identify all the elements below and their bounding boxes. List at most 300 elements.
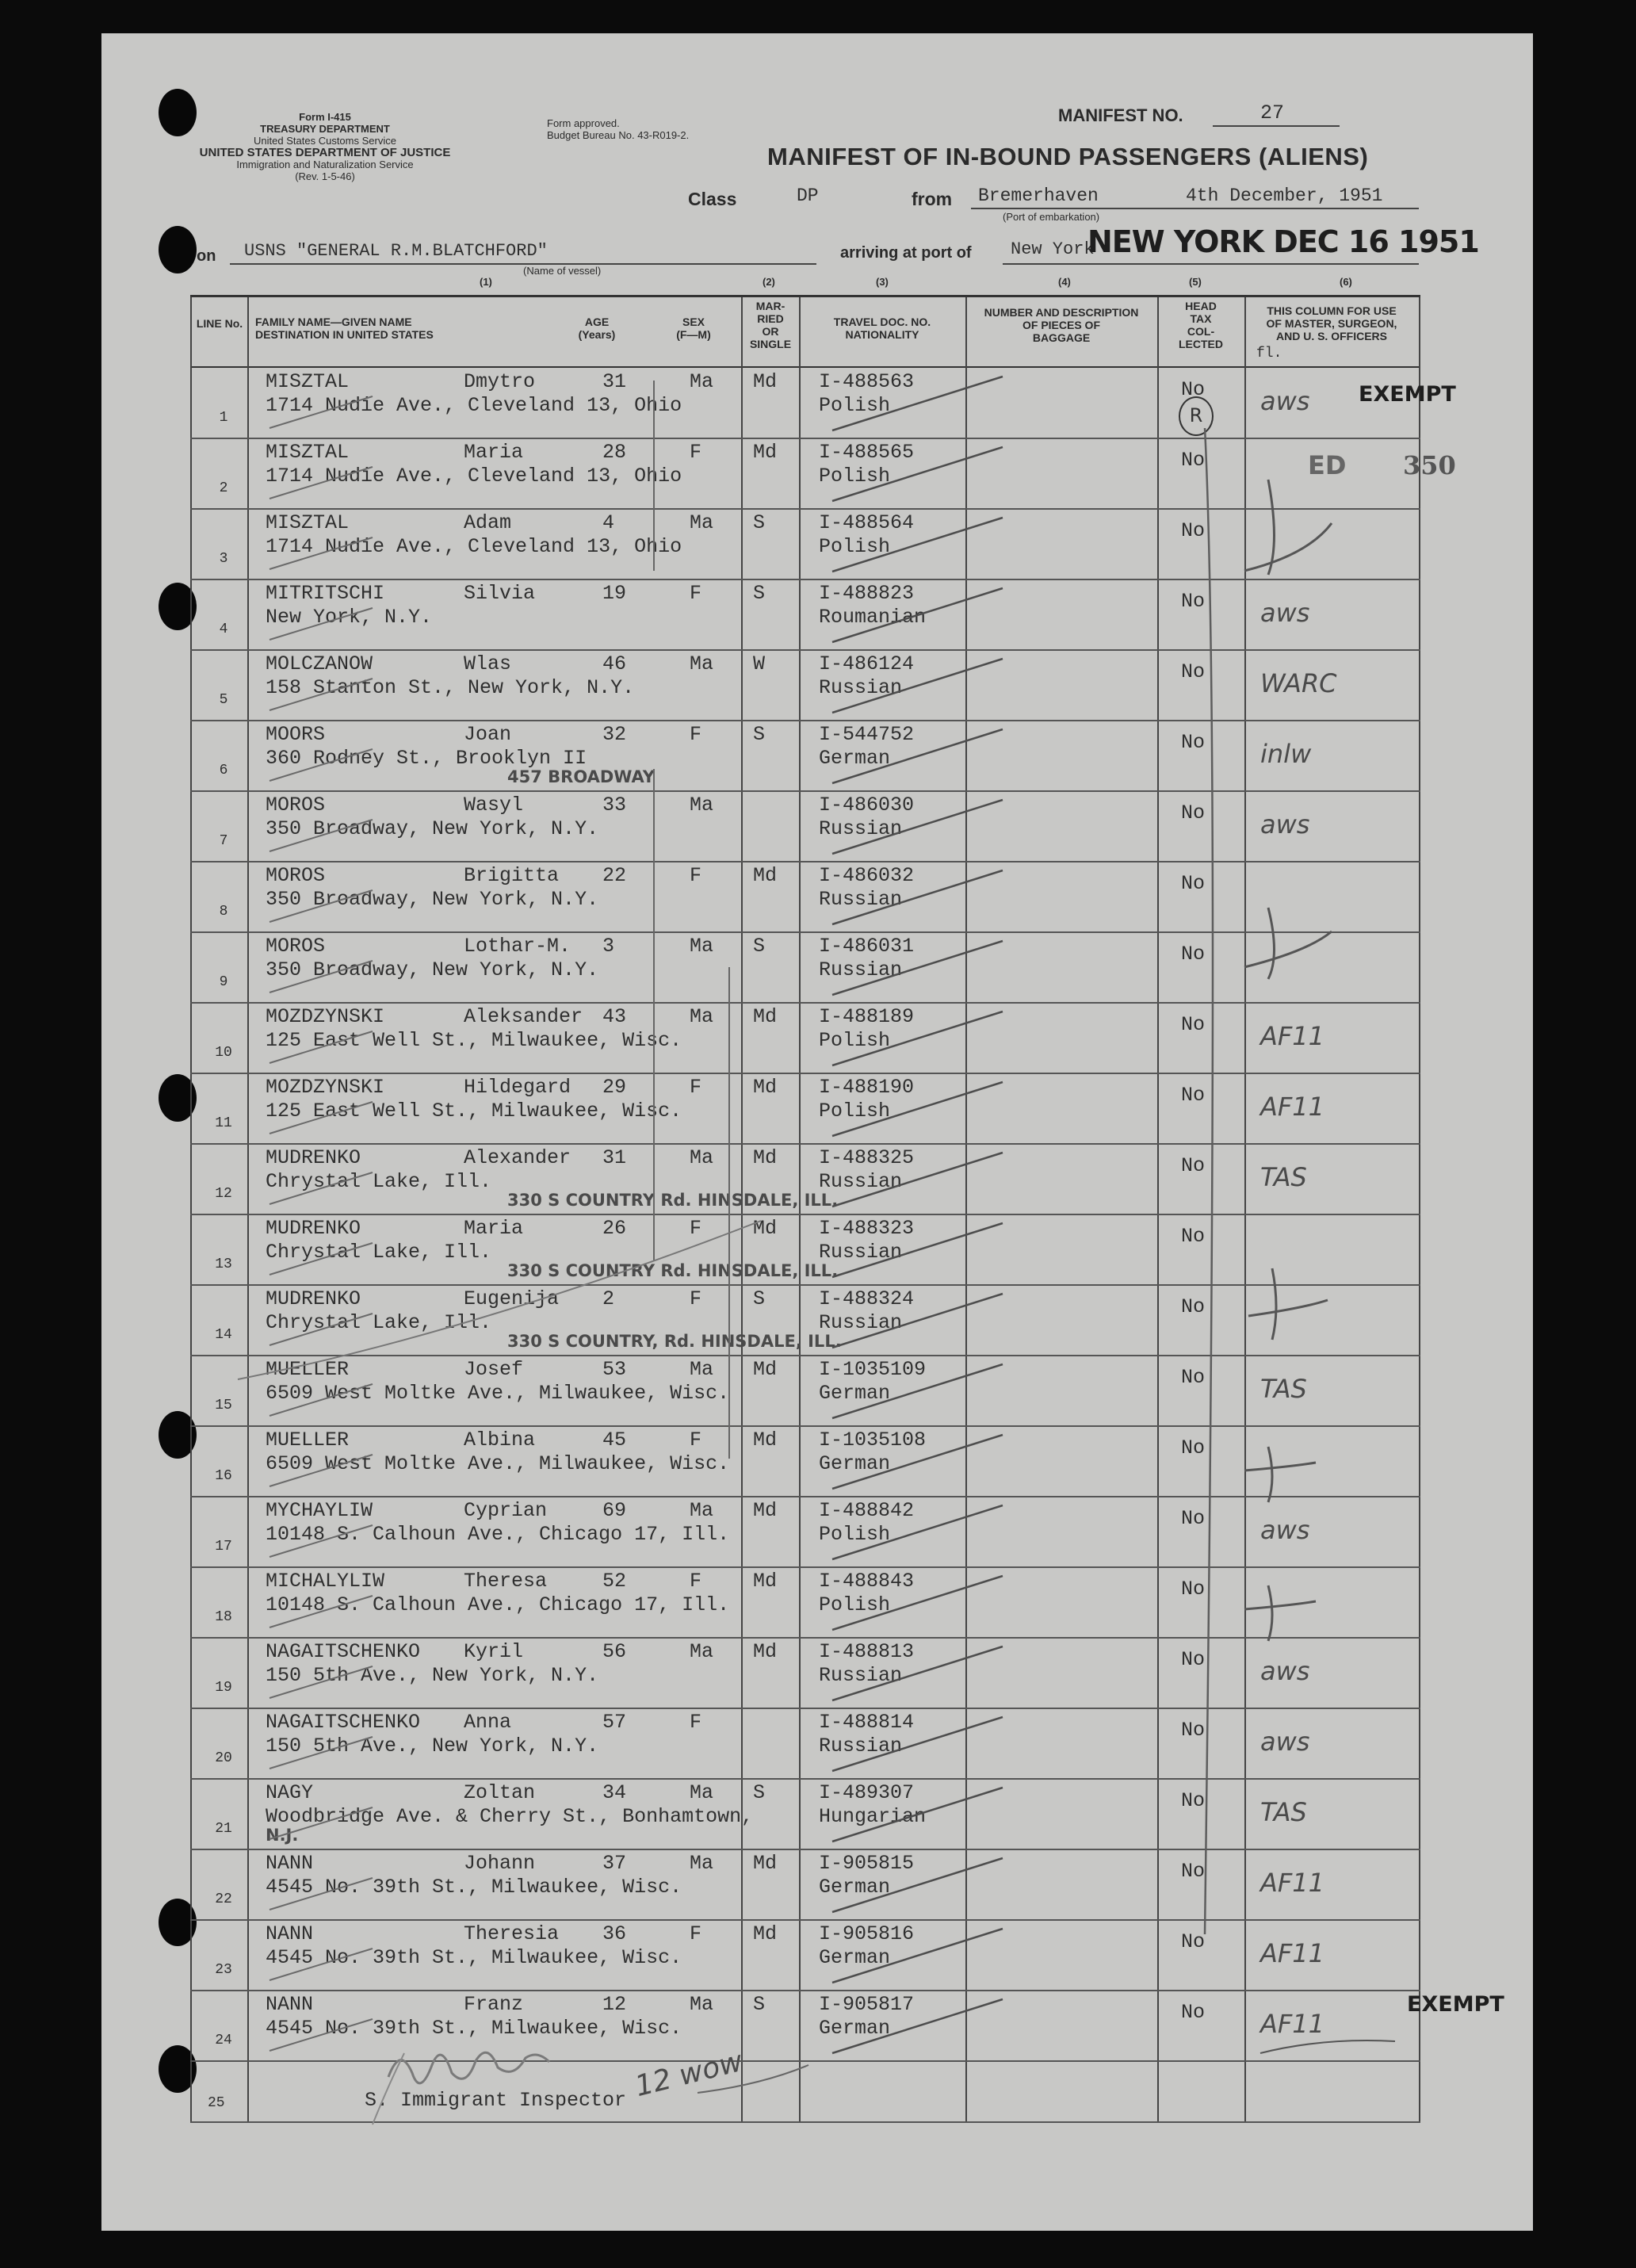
header-head-tax: HEAD TAX COL- LECTED: [1179, 300, 1223, 350]
travel-doc-no: I-905817: [819, 1993, 915, 2016]
line-number: 22: [215, 1891, 232, 1907]
head-tax: No: [1181, 943, 1206, 966]
destination: Chrystal Lake, Ill.: [266, 1241, 492, 1264]
destination: 6509 West Moltke Ave., Milwaukee, Wisc.: [266, 1452, 730, 1475]
age: 69: [602, 1499, 627, 1522]
col-num: (1): [480, 276, 492, 288]
line-number: 21: [215, 1821, 232, 1837]
family-name: MUDRENKO: [266, 1217, 361, 1240]
ed-stamp: ED: [1308, 450, 1347, 480]
head-tax: No: [1181, 2001, 1206, 2024]
family-name: MOORS: [266, 723, 326, 746]
family-name: NANN: [266, 1852, 314, 1875]
manifest-no-rule: [1213, 125, 1340, 127]
line-number: 16: [215, 1468, 232, 1484]
row-rule: [190, 1284, 1420, 1286]
row-rule: [190, 2060, 1420, 2062]
sex: Ma: [690, 1852, 714, 1875]
given-name: Anna: [464, 1711, 512, 1734]
from-rule: [971, 208, 1419, 209]
family-name: MISZTAL: [266, 511, 350, 534]
family-name: MISZTAL: [266, 441, 350, 464]
destination: 158 Stanton St., New York, N.Y.: [266, 676, 635, 699]
destination: New York, N.Y.: [266, 606, 433, 629]
officer-note: aws: [1260, 1656, 1310, 1686]
destination: Woodbridge Ave. & Cherry St., Bonhamtown,: [266, 1805, 754, 1828]
nationality: Russian: [819, 888, 903, 911]
destination: 150 5th Ave., New York, N.Y.: [266, 1734, 599, 1757]
travel-doc-no: I-905816: [819, 1922, 915, 1945]
head-tax: No: [1181, 1930, 1206, 1953]
header-officers: THIS COLUMN FOR USE OF MASTER, SURGEON, AND U. S. OFFICERS: [1266, 304, 1397, 342]
age: 26: [602, 1217, 627, 1240]
family-name: MUDRENKO: [266, 1287, 361, 1310]
head-tax: No: [1181, 519, 1206, 542]
line-number: 17: [215, 1539, 232, 1555]
marital-status: S: [753, 935, 766, 958]
head-tax: No: [1181, 1013, 1206, 1036]
nationality: German: [819, 1452, 891, 1475]
header-married: MAR- RIED OR SINGLE: [749, 300, 792, 350]
col-num: (5): [1189, 276, 1202, 288]
nationality: Polish: [819, 1029, 891, 1052]
row-rule: [190, 1778, 1420, 1780]
marital-status: S: [753, 1993, 766, 2016]
line-number: 15: [215, 1398, 232, 1413]
exempt-stamp: EXEMPT: [1359, 382, 1456, 407]
sex: F: [690, 1711, 702, 1734]
travel-doc-no: I-486031: [819, 935, 915, 958]
family-name: MOZDZYNSKI: [266, 1076, 385, 1099]
family-name: MUDRENKO: [266, 1146, 361, 1169]
head-tax: No: [1181, 872, 1206, 895]
marital-status: W: [753, 652, 766, 675]
marital-status: S: [753, 723, 766, 746]
destination: 125 East Well St., Milwaukee, Wisc.: [266, 1029, 682, 1052]
row-rule: [190, 649, 1420, 651]
manifest-title: MANIFEST OF IN-BOUND PASSENGERS (ALIENS): [767, 143, 1369, 170]
given-name: Adam: [464, 511, 512, 534]
sex: F: [690, 723, 702, 746]
destination-amended: 330 S COUNTRY Rd. HINSDALE, ILL.: [507, 1191, 839, 1210]
nationality: German: [819, 1946, 891, 1969]
row-rule: [190, 1496, 1420, 1497]
arriving-rule: [1003, 263, 1419, 265]
destination: 1714 Nudie Ave., Cleveland 13, Ohio: [266, 535, 682, 558]
officer-note: TAS: [1260, 1797, 1307, 1827]
travel-doc-no: I-905815: [819, 1852, 915, 1875]
col-num: (6): [1340, 276, 1352, 288]
head-tax: No: [1181, 1225, 1206, 1248]
arriving-label: arriving at port of: [840, 244, 972, 262]
nationality: Russian: [819, 1311, 903, 1334]
marital-status: Md: [753, 864, 778, 887]
head-tax: No: [1181, 1366, 1206, 1389]
officer-note: fl.: [1256, 346, 1282, 361]
marital-status: Md: [753, 1217, 778, 1240]
head-tax: No: [1181, 1789, 1206, 1812]
row-rule: [190, 931, 1420, 933]
officer-note: AF11: [1260, 1868, 1325, 1898]
sex: Ma: [690, 1358, 714, 1381]
sex: F: [690, 1076, 702, 1099]
row-rule: [190, 861, 1420, 862]
marital-status: Md: [753, 441, 778, 464]
col-num: (4): [1058, 276, 1071, 288]
nationality: Russian: [819, 1170, 903, 1193]
given-name: Johann: [464, 1852, 536, 1875]
travel-doc-no: I-488325: [819, 1146, 915, 1169]
family-name: MUELLER: [266, 1358, 350, 1381]
travel-doc-no: I-488564: [819, 511, 915, 534]
travel-doc-no: I-488843: [819, 1570, 915, 1593]
officer-note: aws: [1260, 809, 1310, 840]
row-rule: [190, 1990, 1420, 1991]
given-name: Wlas: [464, 652, 512, 675]
marital-status: Md: [753, 1499, 778, 1522]
head-tax: No: [1181, 590, 1206, 613]
class-label: Class: [688, 189, 737, 209]
age: 28: [602, 441, 627, 464]
age: 19: [602, 582, 627, 605]
row-rule: [190, 1566, 1420, 1568]
sex: F: [690, 864, 702, 887]
travel-doc-no: I-1035108: [819, 1428, 927, 1451]
travel-doc-no: I-486124: [819, 652, 915, 675]
destination: 360 Rodney St., Brooklyn II: [266, 747, 587, 770]
age: 32: [602, 723, 627, 746]
given-name: Josef: [464, 1358, 524, 1381]
marital-status: Md: [753, 1076, 778, 1099]
family-name: NAGY: [266, 1781, 314, 1804]
family-name: NANN: [266, 1993, 314, 2016]
marital-status: S: [753, 1781, 766, 1804]
header-line-no: LINE No.: [196, 317, 243, 330]
head-tax: No: [1181, 801, 1206, 824]
line-number: 3: [219, 551, 228, 567]
embark-date: 4th December, 1951: [1186, 185, 1383, 206]
given-name: Cyprian: [464, 1499, 548, 1522]
marital-status: Md: [753, 1428, 778, 1451]
age: 4: [602, 511, 615, 534]
row-rule: [190, 438, 1420, 439]
officer-note: aws: [1260, 1727, 1310, 1757]
officer-note: TAS: [1260, 1374, 1307, 1404]
given-name: Zoltan: [464, 1781, 536, 1804]
nationality: Polish: [819, 465, 891, 488]
marital-status: S: [753, 511, 766, 534]
officer-note: aws: [1260, 1515, 1310, 1545]
line-number: 25: [208, 2095, 225, 2111]
marital-status: Md: [753, 1922, 778, 1945]
nationality: Russian: [819, 676, 903, 699]
marital-status: Md: [753, 370, 778, 393]
row-rule: [190, 508, 1420, 510]
sex: Ma: [690, 1146, 714, 1169]
head-tax: No: [1181, 1154, 1206, 1177]
form-approval: Form approved. Budget Bureau No. 43-R019-2.: [547, 117, 690, 141]
age: 34: [602, 1781, 627, 1804]
given-name: Theresa: [464, 1570, 548, 1593]
family-name: MOROS: [266, 864, 326, 887]
given-name: Kyril: [464, 1640, 524, 1663]
row-rule: [190, 1919, 1420, 1921]
age: 2: [602, 1287, 615, 1310]
head-tax: No: [1181, 1507, 1206, 1530]
sex: F: [690, 1428, 702, 1451]
sex: Ma: [690, 370, 714, 393]
age: 36: [602, 1922, 627, 1945]
travel-doc-no: I-488190: [819, 1076, 915, 1099]
travel-doc-no: I-488189: [819, 1005, 915, 1028]
sex: Ma: [690, 935, 714, 958]
col-num: (3): [876, 276, 889, 288]
vessel-name: USNS "GENERAL R.M.BLATCHFORD": [244, 241, 548, 261]
destination: 4545 No. 39th St., Milwaukee, Wisc.: [266, 2017, 682, 2040]
family-name: MOLCZANOW: [266, 652, 373, 675]
given-name: Joan: [464, 723, 512, 746]
officer-note: AF11: [1260, 2009, 1325, 2039]
travel-doc-no: I-488814: [819, 1711, 915, 1734]
given-name: Lothar-M.: [464, 935, 571, 958]
row-rule: [190, 1637, 1420, 1639]
given-name: Maria: [464, 1217, 524, 1240]
officer-note: AF11: [1260, 1938, 1325, 1968]
marital-status: Md: [753, 1005, 778, 1028]
head-tax: No: [1181, 1436, 1206, 1459]
head-tax: No: [1181, 449, 1206, 472]
destination: 125 East Well St., Milwaukee, Wisc.: [266, 1100, 682, 1123]
given-name: Eugenija: [464, 1287, 560, 1310]
travel-doc-no: I-488324: [819, 1287, 915, 1310]
destination: 4545 No. 39th St., Milwaukee, Wisc.: [266, 1946, 682, 1969]
destination: Chrystal Lake, Ill.: [266, 1311, 492, 1334]
nationality: German: [819, 747, 891, 770]
nationality: Russian: [819, 1734, 903, 1757]
head-tax: No: [1181, 731, 1206, 754]
head-tax: No: [1181, 1719, 1206, 1742]
nationality: Polish: [819, 535, 891, 558]
line-number: 2: [219, 480, 228, 496]
r-circle-mark: R: [1179, 396, 1214, 436]
nationality: German: [819, 1382, 891, 1405]
nationality: Russian: [819, 958, 903, 981]
line-number: 4: [219, 622, 228, 637]
nationality: Russian: [819, 1241, 903, 1264]
line-number: 23: [215, 1962, 232, 1978]
family-name: MYCHAYLIW: [266, 1499, 373, 1522]
nationality: Polish: [819, 1593, 891, 1616]
header-name: FAMILY NAME—GIVEN NAME DESTINATION IN UNITED STATES: [255, 316, 434, 341]
arrival-stamp: NEW YORK DEC 16 1951: [1087, 224, 1479, 259]
punch-hole: [159, 226, 197, 273]
sex: Ma: [690, 1499, 714, 1522]
travel-doc-no: I-488823: [819, 582, 915, 605]
officer-note: WARC: [1260, 668, 1337, 698]
travel-doc-no: I-544752: [819, 723, 915, 746]
nationality: Hungarian: [819, 1805, 927, 1828]
destination: 10148 S. Calhoun Ave., Chicago 17, Ill.: [266, 1523, 730, 1546]
manifest-no-label: MANIFEST NO.: [1058, 105, 1183, 125]
destination: 4545 No. 39th St., Milwaukee, Wisc.: [266, 1876, 682, 1899]
family-name: MOROS: [266, 794, 326, 817]
row-rule: [190, 1002, 1420, 1004]
sex: Ma: [690, 1005, 714, 1028]
marital-status: Md: [753, 1146, 778, 1169]
line-number: 5: [219, 692, 228, 708]
given-name: Brigitta: [464, 864, 560, 887]
travel-doc-no: I-486030: [819, 794, 915, 817]
line-number: 14: [215, 1327, 232, 1343]
family-name: MITRITSCHI: [266, 582, 385, 605]
vessel-note: (Name of vessel): [523, 265, 602, 277]
officer-note: inlw: [1260, 739, 1312, 769]
sex: F: [690, 441, 702, 464]
age: 31: [602, 370, 627, 393]
row-rule: [190, 1425, 1420, 1427]
marital-status: Md: [753, 1852, 778, 1875]
head-tax: No: [1181, 660, 1206, 683]
age: 29: [602, 1076, 627, 1099]
destination-amended: N.J.: [266, 1826, 299, 1845]
sex: Ma: [690, 1993, 714, 2016]
header-travel-doc: TRAVEL DOC. NO. NATIONALITY: [833, 316, 931, 341]
family-name: MISZTAL: [266, 370, 350, 393]
line-number: 6: [219, 763, 228, 778]
head-tax: No: [1181, 378, 1206, 401]
given-name: Maria: [464, 441, 524, 464]
line-number: 1: [219, 410, 228, 426]
age: 56: [602, 1640, 627, 1663]
form-info: Form I-415 TREASURY DEPARTMENT United States Customs Service UNITED STATES DEPARTMENT OF JUSTICE Immigration and Naturalization Service (Rev. 1-5-46): [199, 111, 451, 182]
marital-status: Md: [753, 1570, 778, 1593]
nationality: Russian: [819, 1664, 903, 1687]
age: 43: [602, 1005, 627, 1028]
given-name: Silvia: [464, 582, 536, 605]
line-number: 12: [215, 1186, 232, 1202]
marital-status: Md: [753, 1640, 778, 1663]
line-number: 9: [219, 974, 228, 990]
sex: F: [690, 1922, 702, 1945]
head-tax: No: [1181, 1648, 1206, 1671]
given-name: Aleksander: [464, 1005, 583, 1028]
sex: Ma: [690, 1781, 714, 1804]
row-rule: [190, 1849, 1420, 1850]
header-sex: SEX (F—M): [676, 316, 711, 341]
head-tax: No: [1181, 1578, 1206, 1601]
family-name: NAGAITSCHENKO: [266, 1640, 421, 1663]
given-name: Alexander: [464, 1146, 571, 1169]
col-num: (2): [763, 276, 775, 288]
row-rule: [190, 1708, 1420, 1709]
table-top-rule: [190, 295, 1420, 297]
destination-amended: 457 BROADWAY: [507, 767, 655, 786]
destination: 150 5th Ave., New York, N.Y.: [266, 1664, 599, 1687]
age: 37: [602, 1852, 627, 1875]
row-rule: [190, 579, 1420, 580]
line-number: 19: [215, 1680, 232, 1696]
line-number: 10: [215, 1045, 232, 1061]
destination-amended: 330 S COUNTRY Rd. HINSDALE, ILL.: [507, 1261, 839, 1280]
head-tax: No: [1181, 1860, 1206, 1883]
class-value: DP: [797, 185, 819, 206]
officer-note: AF11: [1260, 1021, 1325, 1051]
age: 12: [602, 1993, 627, 2016]
sex: Ma: [690, 652, 714, 675]
nationality: Polish: [819, 394, 891, 417]
number-stamp: 350: [1403, 450, 1456, 480]
line-number: 13: [215, 1256, 232, 1272]
officer-note: aws: [1260, 598, 1310, 628]
family-name: MUELLER: [266, 1428, 350, 1451]
destination: 350 Broadway, New York, N.Y.: [266, 888, 599, 911]
line-number: 8: [219, 904, 228, 920]
sex: Ma: [690, 794, 714, 817]
line-number: 18: [215, 1609, 232, 1625]
age: 53: [602, 1358, 627, 1381]
handwritten-note: 12 wow: [632, 2044, 747, 2104]
manifest-sheet: [101, 33, 1533, 2231]
head-tax: No: [1181, 1295, 1206, 1318]
destination: 10148 S. Calhoun Ave., Chicago 17, Ill.: [266, 1593, 730, 1616]
row-rule: [190, 790, 1420, 792]
port-note: (Port of embarkation): [1003, 211, 1100, 223]
sex: F: [690, 1287, 702, 1310]
row-rule: [190, 1143, 1420, 1145]
line-number: 24: [215, 2033, 232, 2048]
inspector-line: S. Immigrant Inspector: [365, 2089, 627, 2112]
header-bottom-rule: [190, 366, 1420, 368]
manifest-number: 27: [1260, 101, 1285, 124]
age: 3: [602, 935, 615, 958]
officer-note: aws: [1260, 386, 1310, 416]
travel-doc-no: I-489307: [819, 1781, 915, 1804]
given-name: Hildegard: [464, 1076, 571, 1099]
age: 52: [602, 1570, 627, 1593]
officer-note: TAS: [1260, 1162, 1307, 1192]
family-name: NANN: [266, 1922, 314, 1945]
travel-doc-no: I-488842: [819, 1499, 915, 1522]
head-tax: No: [1181, 1084, 1206, 1107]
nationality: Roumanian: [819, 606, 927, 629]
header-baggage: NUMBER AND DESCRIPTION OF PIECES OF BAGGAGE: [984, 306, 1139, 344]
sex: Ma: [690, 511, 714, 534]
travel-doc-no: I-488563: [819, 370, 915, 393]
destination: 350 Broadway, New York, N.Y.: [266, 958, 599, 981]
destination: Chrystal Lake, Ill.: [266, 1170, 492, 1193]
given-name: Albina: [464, 1428, 536, 1451]
age: 46: [602, 652, 627, 675]
family-name: NAGAITSCHENKO: [266, 1711, 421, 1734]
destination: 350 Broadway, New York, N.Y.: [266, 817, 599, 840]
row-rule: [190, 720, 1420, 721]
travel-doc-no: I-488813: [819, 1640, 915, 1663]
header-age: AGE (Years): [578, 316, 616, 341]
destination-amended: 330 S COUNTRY, Rd. HINSDALE, ILL.: [507, 1332, 842, 1351]
travel-doc-no: I-488565: [819, 441, 915, 464]
destination: 1714 Nudie Ave., Cleveland 13, Ohio: [266, 465, 682, 488]
given-name: Theresia: [464, 1922, 560, 1945]
given-name: Wasyl: [464, 794, 524, 817]
age: 31: [602, 1146, 627, 1169]
age: 57: [602, 1711, 627, 1734]
family-name: MOZDZYNSKI: [266, 1005, 385, 1028]
officer-note: AF11: [1260, 1092, 1325, 1122]
marital-status: S: [753, 582, 766, 605]
age: 22: [602, 864, 627, 887]
sex: F: [690, 1217, 702, 1240]
table-bottom-rule: [190, 2121, 1420, 2123]
